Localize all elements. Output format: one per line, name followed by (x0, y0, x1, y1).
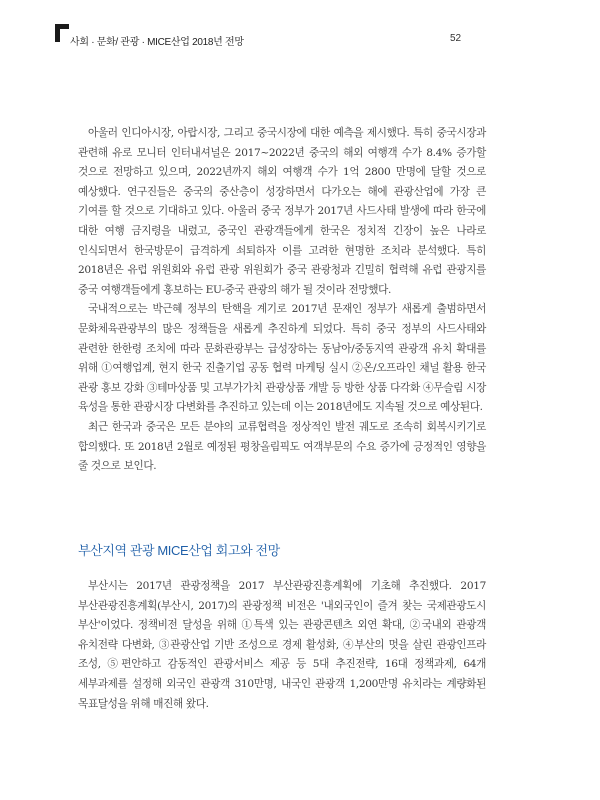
section-body-busan (78, 577, 486, 714)
paragraph: 최근 한국과 중국은 모든 분야의 교류협력을 정상적인 발전 궤도로 조속히 회복시키기로 합의했다. 또 2018년 2월로 예정된 평창올림픽도 여객부문의 수요 증가에 긍정적인 영향을 줄 것으로 보인다. (78, 420, 486, 473)
paragraph: 아울러 인디아시장, 아랍시장, 그리고 중국시장에 대한 예측을 제시했다. 특히 중국시장과 관련해 유로 모니터 인터내셔널은 2017~2022년 중국의 해외 여행객 수가 8.4% 증가할 것으로 전망하고 있으며, 2022년까지 해외 여행객 수가 1억 2800 만명에 달할 것으로 예상했다. 연구진들은 중국의 중산층이 성장하면서 다가오는 해에 관광산업에 가장 큰 기여를 할 것으로 기대하고 있다. 아울러 중국 정부가 2017년 사드사태 발생에 따라 한국에 대한 여행 금지령을 내렸고, 중국인 관광객들에게 한국은 정치적 긴장이 높은 나라로 인식되면서 한국방문이 급격하게 쇠퇴하자 이를 고려한 현명한 조치라 분석했다. 특히 2018년은 유럽 위원회와 유럽 관광 위원회가 중국 관광청과 긴밀히 협력해 유럽 관광지를 중국 여행객들에게 홍보하는 EU-중국 관광의 해가 될 것이라 전망했다. (78, 127, 486, 296)
corner-bracket-icon (55, 24, 69, 42)
running-title: 사회 · 문화/ 관광 · MICE산업 2018년 전망 (70, 37, 244, 48)
page-number: 52 (450, 33, 462, 44)
section-body-outlook (78, 124, 486, 477)
page-header (55, 24, 535, 48)
section-heading: 부산지역 관광 MICE산업 회고와 전망 (78, 543, 280, 558)
paragraph: 국내적으로는 박근혜 정부의 탄핵을 계기로 2017년 문재인 정부가 새롭게 출범하면서 문화체육관광부의 많은 정책들을 새롭게 추진하게 되었다. 특히 중국 정부의 사드사태와 관련한 한한령 조치에 따라 문화관광부는 급성장하는 동남아/중동지역 관광객 유치 확대를 위해 ①여행업계, 현지 한국 진출기업 공동 협력 마케팅 실시 ②온/오프라인 채널 활용 한국 관광 홍보 강화 ③테마상품 및 고부가가치 관광상품 개발 등 방한 상품 다각화 ④무슬림 시장 육성을 통한 관광시장 다변화를 추진하고 있는데 이는 2018년에도 지속될 것으로 예상된다. (78, 303, 486, 414)
paragraph: 부산시는 2017년 관광정책을 2017 부산관광진흥계획에 기초해 추진했다. 2017 부산관광진흥계획(부산시, 2017)의 관광정책 비전은 '내외국인이 즐겨 찾는 국제관광도시 부산'이었다. 정책비전 달성을 위해 ①특색 있는 관광콘텐츠 외연 확대, ②국내외 관광객 유치전략 다변화, ③관광산업 기반 조성으로 경제 활성화, ④부산의 멋을 살린 관광인프라 조성, ⑤편안하고 감동적인 관광서비스 제공 등 5대 추진전략, 16대 정책과제, 64개 세부과제를 설정해 외국인 관광객 310만명, 내국인 관광객 1,200만명 유치라는 계량화된 목표달성을 위해 매진해 왔다. (78, 580, 486, 710)
